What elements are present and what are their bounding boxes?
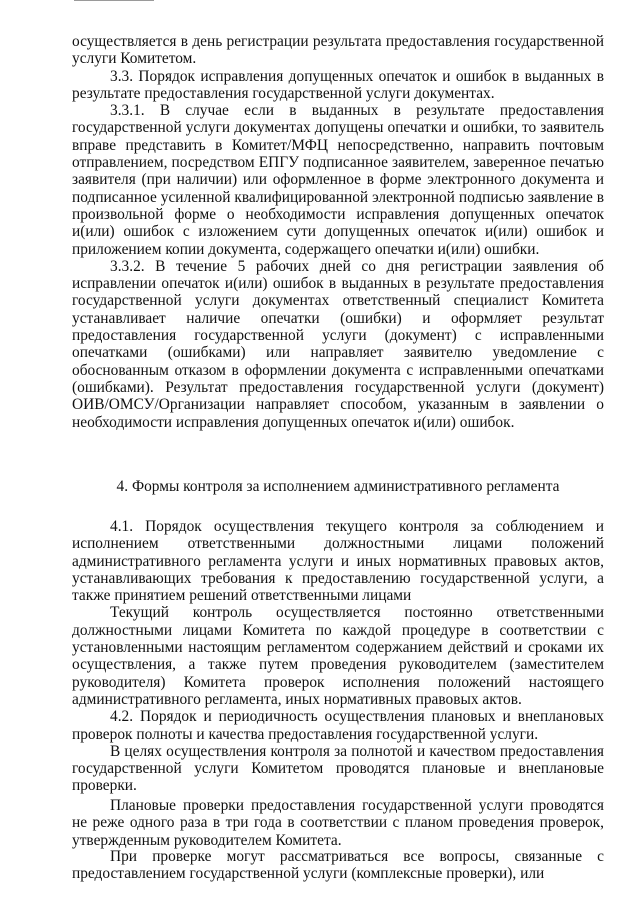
paragraph-planned-inspections: Плановые проверки предоставления государственной услуги проводятся не реже одного раза в три года в соответствии с планом проведения проверок, утвержденным руководителем Комитета.	[72, 797, 604, 849]
paragraph-current-control: Текущий контроль осуществляется постоянно ответственными должностными лицами Комитета по каждой процедуре в соответствии с установленными настоящим регламентом содержанием действий и сроками их осуществления, а также путем проведения руководителем (заместителем руководителя) Комитета проверок исполнения положений настоящего административного регламента, иных нормативных правовых актов.	[72, 604, 604, 708]
top-divider	[74, 0, 154, 1]
paragraph-3-3: 3.3. Порядок исправления допущенных опечаток и ошибок в выданных в результате предоставления государственной услуги документах.	[72, 67, 604, 102]
section4-heading: 4. Формы контроля за исполнением административного регламента	[116, 478, 560, 495]
paragraph-inspection-scope: При проверке могут рассматриваться все вопросы, связанные с предоставлением государственной услуги (комплексные проверки), или	[72, 848, 604, 883]
section3-text	[72, 33, 604, 431]
section4-text	[72, 518, 604, 795]
planned-inspections-text	[72, 797, 604, 849]
paragraph-4-1: 4.1. Порядок осуществления текущего контроля за соблюдением и исполнением ответственными должностными лицами положений административного регламента услуги и иных нормативных правовых актов, устанавливающих требования к предоставлению государственной услуги, а также принятием решений ответственными лицами	[72, 518, 604, 605]
paragraph-3-3-2: 3.3.2. В течение 5 рабочих дней со дня регистрации заявления об исправлении опечаток и(или) ошибок в выданных в результате предоставления государственной услуги документах ответственный специалист Комитета устанавливает наличие опечатки (ошибки) и оформляет результат предоставления государственной услуги (документ) с исправленными опечатками (ошибками) или направляет заявителю уведомление с обоснованным отказом в оформлении документа с исправленными опечатками (ошибками). Результат предоставления государственной услуги (документ) ОИВ/ОМСУ/Организации направляет способом, указанным в заявлении о необходимости исправления допущенных опечаток и(или) ошибок.	[72, 257, 604, 431]
paragraph-continuation: осуществляется в день регистрации результата предоставления государственной услуги Комитетом.	[72, 33, 604, 68]
inspection-scope-text	[72, 848, 604, 883]
paragraph-3-3-1: 3.3.1. В случае если в выданных в результате предоставления государственной услуги документах допущены опечатки и ошибки, то заявитель вправе представить в Комитет/МФЦ непосредственно, направить почтовым отправлением, посредством ЕПГУ подписанное заявителем, заверенное печатью заявителя (при наличии) или оформленное в форме электронного документа и подписанное усиленной квалифицированной электронной подписью заявление в произвольной форме о необходимости исправления допущенных опечаток и(или) ошибок с изложением сути допущенных опечаток и(или) ошибок и приложением копии документа, содержащего опечатки и(или) ошибки.	[72, 102, 604, 258]
paragraph-inspection-purpose: В целях осуществления контроля за полнотой и качеством предоставления государственной услуги Комитетом проводятся плановые и внеплановые проверки.	[72, 742, 604, 795]
paragraph-4-2: 4.2. Порядок и периодичность осуществления плановых и внеплановых проверок полноты и качества предоставления государственной услуги.	[72, 708, 604, 743]
